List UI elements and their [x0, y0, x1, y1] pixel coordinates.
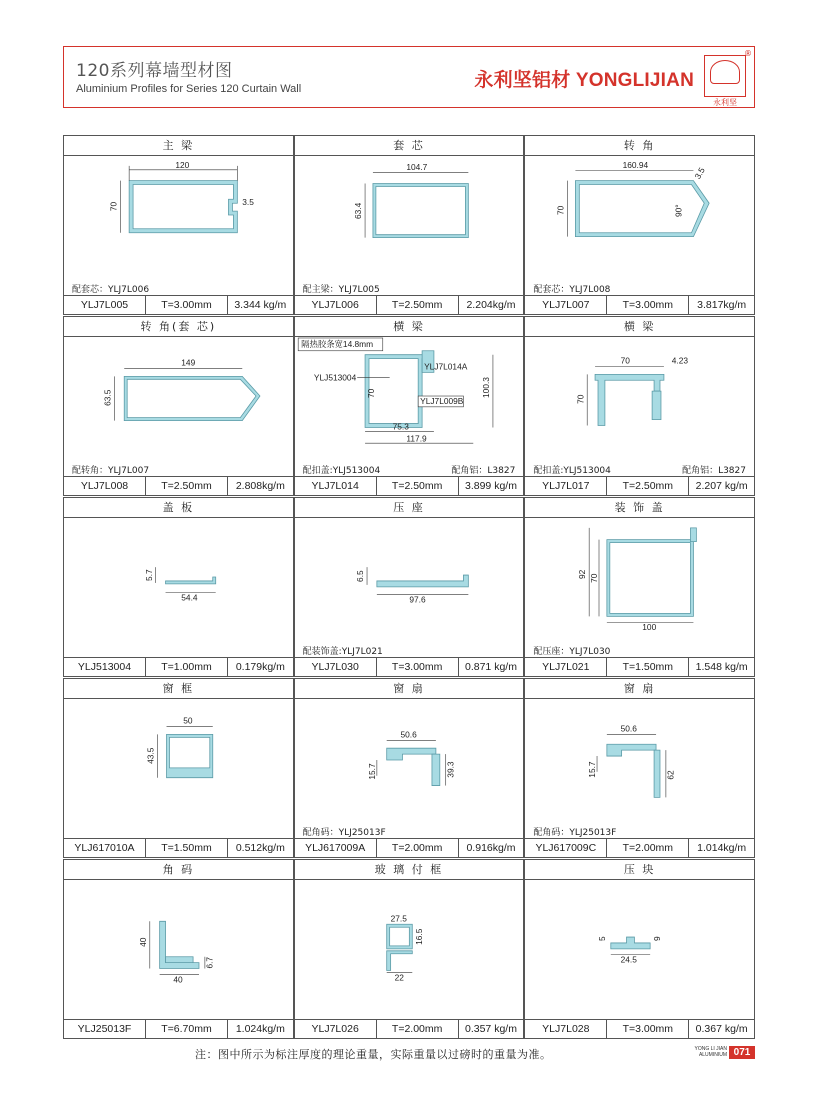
dim-label: 43.5 [145, 747, 156, 764]
brand-name: 永利坚铝材 YONGLIJIAN [474, 70, 694, 91]
profile-weight: 3.344 kg/m [234, 299, 287, 311]
profile-spec-row [64, 838, 293, 857]
profile-cell [294, 859, 525, 1039]
dim-label: YLJ7L009B [419, 395, 464, 406]
page-header [63, 46, 755, 108]
profile-code: YLJ7L021 [525, 658, 607, 676]
dim-label: YLJ7L014A [423, 361, 467, 372]
profile-note: 配压座：YLJ7L030 [533, 647, 611, 657]
profile-title: 角 码 [64, 860, 293, 880]
brand-logo-icon [704, 55, 746, 97]
profile-spec-row [295, 1019, 524, 1038]
profile-cell [524, 497, 755, 677]
page-title-en: Aluminium Profiles for Series 120 Curtain Wall [76, 83, 302, 95]
profile-thickness: T=3.00mm [377, 658, 459, 676]
profile-title: 压 块 [525, 860, 754, 880]
profile-thickness: T=2.50mm [377, 296, 459, 314]
profile-diagram [525, 337, 754, 457]
profile-code: YLJ7L007 [525, 296, 607, 314]
profile-cell [524, 859, 755, 1039]
dim-label: 70 [620, 355, 631, 366]
dim-label: 70 [108, 201, 119, 212]
profile-title: 转 角(套 芯) [64, 317, 293, 337]
dim-label: 15.7 [587, 761, 598, 778]
profile-note: 配套芯：YLJ7L006 [72, 285, 150, 295]
profile-diagram [295, 337, 524, 457]
profile-note: 配装饰盖:YLJ7L021 [302, 647, 383, 657]
dim-label: 6.7 [204, 956, 215, 969]
profile-weight: 2.207 kg/m [695, 480, 748, 492]
profile-weight: 1.024kg/m [235, 1023, 285, 1035]
dim-label: 隔热胶条宽14.8mm [300, 338, 373, 349]
profile-drawing [295, 518, 524, 638]
page-title-cn: 120系列幕墙型材图 [76, 61, 233, 81]
registered-mark: ® [744, 49, 752, 58]
dim-label: 54.4 [181, 592, 198, 603]
page-aluminium-line: ALUMINIUM [698, 1052, 727, 1058]
profile-weight: 0.357 kg/m [465, 1023, 517, 1035]
profile-title: 玻 璃 付 框 [295, 860, 524, 880]
profile-row [63, 135, 755, 315]
profile-note: 配角码：YLJ25013F [302, 828, 386, 838]
dim-label: 4.23 [672, 355, 689, 366]
dim-label: 149 [181, 357, 196, 368]
profile-diagram [525, 156, 754, 276]
profile-title: 压 座 [295, 498, 524, 518]
logo-text: 永利坚 [713, 98, 737, 107]
profile-cell [294, 316, 525, 496]
profile-note-right: 配角铝：L3827 [451, 466, 516, 476]
dim-label: 100 [642, 622, 657, 633]
profile-title: 窗 扇 [295, 679, 524, 699]
dim-label: 160.94 [622, 159, 649, 170]
logo-mark-icon [710, 60, 740, 84]
profile-cell [524, 678, 755, 858]
dim-label: 70 [555, 205, 566, 216]
profile-drawing [525, 518, 754, 638]
dim-label: 117.9 [406, 433, 427, 444]
profile-row [63, 678, 755, 858]
profile-thickness: T=2.50mm [607, 477, 689, 495]
profile-title: 盖 板 [64, 498, 293, 518]
profile-note: 配主梁：YLJ7L005 [302, 285, 380, 295]
profile-cell [294, 135, 525, 315]
profile-spec-row [295, 838, 524, 857]
profile-thickness: T=2.00mm [607, 839, 689, 857]
profile-title: 装 饰 盖 [525, 498, 754, 518]
profile-thickness: T=1.00mm [146, 658, 228, 676]
dim-label: 9 [652, 936, 663, 941]
profile-thickness: T=1.50mm [146, 839, 228, 857]
dim-label: 5 [597, 936, 608, 941]
profile-cell [294, 497, 525, 677]
profile-cell [63, 859, 294, 1039]
profile-diagram [525, 880, 754, 1000]
profile-drawing [295, 156, 524, 276]
profile-thickness: T=2.00mm [377, 1020, 459, 1038]
profile-code: YLJ7L017 [525, 477, 607, 495]
dim-label: 6.5 [354, 570, 365, 582]
profile-cell [63, 316, 294, 496]
profile-note: 配扣盖:YLJ513004 [533, 466, 611, 476]
profile-code: YLJ7L028 [525, 1020, 607, 1038]
page-brand-line: YONG LI JIAN [694, 1046, 727, 1052]
profile-weight: 0.916kg/m [466, 842, 516, 854]
profile-weight: 3.817kg/m [697, 299, 747, 311]
profile-code: YLJ617009A [295, 839, 377, 857]
profile-diagram [64, 518, 293, 638]
profile-drawing [295, 880, 524, 1000]
profile-code: YLJ7L008 [64, 477, 146, 495]
profile-row [63, 316, 755, 496]
profile-cell [524, 316, 755, 496]
profile-cell [294, 678, 525, 858]
profile-diagram [64, 156, 293, 276]
profile-diagram [295, 880, 524, 1000]
profile-title: 窗 扇 [525, 679, 754, 699]
page-brand-small [694, 1046, 727, 1058]
profile-code: YLJ7L005 [64, 296, 146, 314]
profile-code: YLJ7L030 [295, 658, 377, 676]
profile-note: 配扣盖:YLJ513004 [302, 466, 381, 476]
page-number: 071 [729, 1046, 755, 1059]
profile-weight: 0.179kg/m [235, 661, 285, 673]
profile-spec-row [295, 295, 524, 314]
profile-spec-row [525, 1019, 754, 1038]
profile-cell [63, 135, 294, 315]
dim-label: 50.6 [620, 723, 638, 734]
dim-label: 3.5 [692, 165, 708, 181]
profile-spec-row [525, 657, 754, 676]
profile-diagram [64, 880, 293, 1000]
dim-label: 39.3 [445, 761, 456, 778]
profile-title: 窗 框 [64, 679, 293, 699]
profile-thickness: T=2.50mm [146, 477, 228, 495]
profile-thickness: T=1.50mm [607, 658, 689, 676]
dim-label: 24.5 [620, 954, 638, 965]
profile-code: YLJ617010A [64, 839, 146, 857]
profile-cell [524, 135, 755, 315]
profile-drawing [525, 337, 754, 457]
dim-label: 50.6 [400, 729, 417, 740]
profile-diagram [64, 337, 293, 457]
dim-label: 62 [666, 770, 677, 780]
profile-weight: 0.512kg/m [235, 842, 285, 854]
profile-drawing [64, 518, 293, 638]
profile-code: YLJ7L006 [295, 296, 377, 314]
profile-code: YLJ25013F [64, 1020, 146, 1038]
profile-spec-row [525, 838, 754, 857]
profile-code: YLJ513004 [64, 658, 146, 676]
profile-code: YLJ7L026 [295, 1020, 377, 1038]
profile-row [63, 859, 755, 1039]
profile-diagram [295, 699, 524, 819]
profile-drawing [525, 156, 754, 276]
profile-spec-row [295, 476, 524, 495]
profile-spec-row [525, 295, 754, 314]
profile-diagram [525, 699, 754, 819]
profile-diagram [525, 518, 754, 638]
dim-label: 40 [173, 974, 183, 985]
profile-thickness: T=3.00mm [146, 296, 228, 314]
profile-drawing [64, 337, 293, 457]
profile-note-right: 配角铝：L3827 [682, 466, 746, 476]
dim-label: 40 [137, 937, 148, 947]
profile-note: 配套芯：YLJ7L008 [533, 285, 611, 295]
profile-drawing [525, 699, 754, 819]
profile-title: 横 梁 [295, 317, 524, 337]
dim-label: 120 [175, 159, 190, 170]
dim-label: 104.7 [406, 161, 427, 172]
footer-note: 注：图中所示为标注厚度的理论重量，实际重量以过磅时的重量为准。 [195, 1048, 552, 1061]
profile-weight: 1.548 kg/m [695, 661, 748, 673]
profile-title: 转 角 [525, 136, 754, 156]
profile-cell [63, 678, 294, 858]
profile-diagram [295, 156, 524, 276]
dim-label: 15.7 [366, 763, 377, 780]
dim-label: 97.6 [408, 594, 426, 605]
profile-weight: 3.899 kg/m [465, 480, 517, 492]
profile-weight: 1.014kg/m [697, 842, 747, 854]
profile-drawing [64, 699, 293, 819]
profile-diagram [295, 518, 524, 638]
profile-thickness: T=6.70mm [146, 1020, 228, 1038]
profile-cell [63, 497, 294, 677]
profile-weight: 2.204kg/m [466, 299, 516, 311]
dim-label: 5.7 [143, 569, 154, 581]
dim-label: 63.5 [102, 389, 113, 406]
profile-title: 套 芯 [295, 136, 524, 156]
profile-drawing [295, 337, 524, 457]
dim-label: 92 [577, 569, 588, 579]
dim-label: 90° [673, 204, 684, 217]
profile-title: 主 梁 [64, 136, 293, 156]
profile-drawing [64, 156, 293, 276]
dim-label: 3.5 [242, 197, 254, 208]
profile-spec-row [64, 657, 293, 676]
profile-spec-row [295, 657, 524, 676]
dim-label: 22 [394, 972, 404, 983]
profile-weight: 0.367 kg/m [695, 1023, 748, 1035]
dim-label: YLJ513004 [313, 372, 356, 383]
profile-thickness: T=3.00mm [607, 296, 689, 314]
dim-label: 75.3 [392, 421, 409, 432]
profile-spec-row [64, 476, 293, 495]
profile-weight: 2.808kg/m [235, 480, 285, 492]
profile-title: 横 梁 [525, 317, 754, 337]
dim-label: 70 [365, 388, 376, 398]
dim-label: 70 [575, 394, 586, 404]
dim-label: 70 [589, 573, 600, 583]
dim-label: 27.5 [390, 913, 407, 924]
profile-thickness: T=3.00mm [607, 1020, 689, 1038]
profile-spec-row [64, 295, 293, 314]
profile-spec-row [525, 476, 754, 495]
profile-weight: 0.871 kg/m [465, 661, 517, 673]
dim-label: 63.4 [352, 202, 363, 219]
profile-drawing [295, 699, 524, 819]
profile-code: YLJ617009C [525, 839, 607, 857]
dim-label: 16.5 [413, 928, 424, 945]
profile-code: YLJ7L014 [295, 477, 377, 495]
profile-note: 配转角：YLJ7L007 [72, 466, 150, 476]
dim-label: 100.3 [480, 377, 491, 398]
dim-label: 50 [183, 715, 193, 726]
profile-thickness: T=2.50mm [377, 477, 459, 495]
profile-diagram [64, 699, 293, 819]
profile-drawing [64, 880, 293, 1000]
profile-note: 配角码：YLJ25013F [533, 828, 617, 838]
profile-thickness: T=2.00mm [377, 839, 459, 857]
profile-row [63, 497, 755, 677]
profile-spec-row [64, 1019, 293, 1038]
profile-drawing [525, 880, 754, 1000]
